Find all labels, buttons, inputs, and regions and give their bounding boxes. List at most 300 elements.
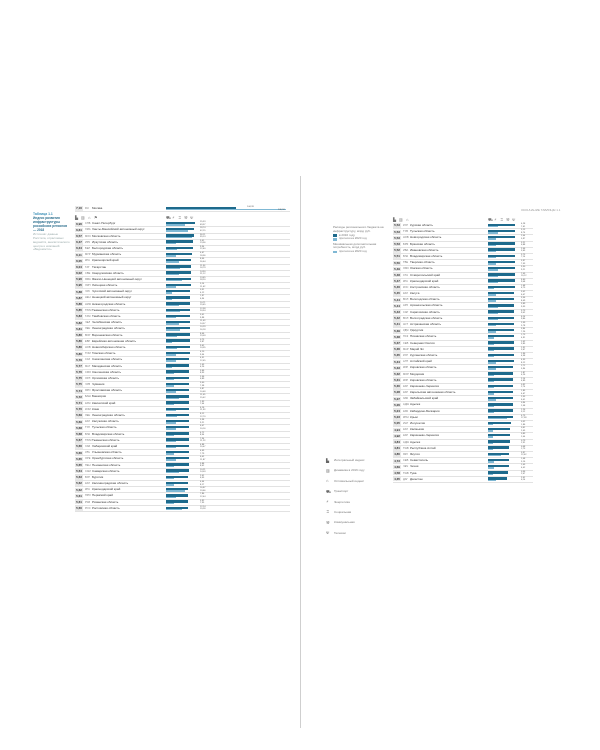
bar-group	[166, 482, 198, 486]
region-code: НОВ	[403, 236, 409, 240]
bar-group	[488, 255, 520, 259]
bar-2020	[488, 399, 496, 400]
value-2016: 4,72	[200, 431, 205, 434]
value-2020: 12,62	[521, 454, 527, 457]
region-name: Московская область	[92, 233, 121, 238]
bar-group	[166, 253, 198, 257]
index-value: 5,45	[394, 291, 400, 296]
region-name: Ставропольский край	[410, 272, 440, 277]
bar-2020	[166, 224, 185, 225]
bar-group	[488, 236, 520, 240]
value-2020: 2,44	[521, 435, 526, 438]
region-name: Ленинградская область	[92, 413, 125, 417]
bar-2020	[488, 412, 494, 413]
index-value: 5,49	[394, 266, 400, 271]
index-value: 5,66	[76, 444, 82, 449]
region-name: Башкирия	[92, 394, 107, 399]
value-2016: 5,14	[200, 283, 205, 286]
region-code: ИВА	[403, 248, 409, 252]
value-2016: 0,83	[521, 433, 526, 436]
value-2020: 3,85	[521, 343, 526, 346]
region-name: Ивановская область	[410, 247, 439, 252]
bar-group	[488, 391, 520, 395]
value-2020: 9,86	[521, 318, 526, 321]
telecom-icon: Ψ	[326, 530, 330, 536]
region-code: ВЛА	[85, 432, 91, 436]
index-value: 5,52	[394, 248, 400, 253]
value-2020: 16,18	[200, 328, 206, 331]
house-icon: ⌂	[88, 214, 91, 220]
index-value: 5,61	[76, 500, 82, 505]
bar-group	[166, 309, 198, 313]
bar-2020	[166, 459, 176, 460]
region-name: Вологодская область	[410, 297, 440, 302]
legend-label: Социальная	[334, 509, 352, 514]
bar-2020	[488, 307, 498, 308]
region-name: Дагестан	[410, 476, 423, 481]
region-name: Чукотский автономный округ	[92, 289, 132, 294]
bar-group	[488, 267, 520, 271]
index-value: 5,43	[394, 310, 400, 315]
value-2016: 0,79	[521, 439, 526, 442]
value-2016: 7,34	[200, 437, 205, 440]
bar-2020	[166, 354, 176, 355]
value-2020: 6,47	[521, 293, 526, 296]
index-value: 5,44	[394, 303, 400, 308]
bar-2020	[166, 360, 176, 361]
value-2016: 3,02	[521, 291, 526, 294]
bar-group	[166, 426, 198, 430]
index-value: 5,76	[76, 370, 82, 375]
bar-group	[166, 451, 198, 455]
region-code: СЕВ	[403, 459, 409, 463]
bar-2020	[166, 261, 179, 262]
index-value: 5,53	[394, 229, 400, 234]
bar-2020	[488, 381, 494, 382]
index-value: 4,80	[394, 452, 400, 457]
region-code: БАШ	[85, 395, 91, 399]
value-2016: 3,97	[521, 451, 526, 454]
value-2016: 0,75	[200, 338, 205, 341]
value-2020: 246,58	[278, 208, 285, 211]
value-2020: 10,47	[200, 446, 206, 449]
bar-group	[166, 234, 198, 238]
region-code: КРА	[85, 488, 90, 492]
region-name: Ингушетия	[410, 421, 426, 425]
region-code: ТУЛ	[85, 426, 90, 430]
index-value: 4,73	[394, 458, 400, 463]
region-name: Ханты-Мансийский автономный округ	[92, 227, 145, 232]
value-2020: 4,26	[521, 374, 526, 376]
bar-group	[488, 360, 520, 364]
region-name: Оренбургская область	[92, 456, 124, 461]
bar-2020	[166, 230, 188, 231]
region-name: Ленинградская область	[92, 326, 125, 331]
value-2020: 4,02	[521, 466, 526, 469]
value-2020: 13,03	[200, 335, 206, 338]
bar-2020	[488, 436, 493, 437]
value-2016: 1,73	[521, 334, 526, 337]
value-2020: 12,45	[200, 359, 206, 362]
value-2020: 17,38	[521, 417, 527, 420]
region-name: Омская область	[410, 266, 433, 271]
region-code: БЕЛ	[85, 246, 91, 250]
index-value: 5,80	[76, 332, 82, 337]
region-code: МУР	[85, 253, 91, 257]
bar-group	[488, 453, 520, 457]
bar-group	[166, 507, 198, 511]
region-name: Бурятия	[92, 474, 104, 479]
region-name: Якутия	[410, 451, 420, 456]
region-code: ВОЛ	[403, 316, 409, 320]
bar-group	[166, 370, 198, 374]
bar-2020	[488, 251, 496, 252]
bar-group	[166, 408, 198, 412]
region-name: Кировская область	[410, 365, 437, 370]
region-code: КАЛ	[403, 428, 409, 432]
value-2020: 12,70	[200, 415, 206, 418]
bar-group	[488, 440, 520, 444]
value-2020: 1,73	[521, 448, 526, 451]
value-2020: 14,35	[200, 347, 206, 350]
value-2016: 5,38	[200, 419, 205, 422]
bar-2020	[488, 263, 496, 264]
index-value: 5,51	[394, 254, 400, 259]
region-name: Брянская область	[410, 241, 435, 246]
region-name: Астраханская область	[410, 322, 442, 326]
region-name: Карельская автономная область	[410, 390, 456, 395]
bar-2020	[488, 331, 496, 332]
value-2016: 0,56	[521, 470, 526, 473]
index-value: 5,66	[76, 450, 82, 455]
bar-group	[488, 317, 520, 321]
value-2020: 5,78	[521, 324, 526, 327]
bar-group	[166, 414, 198, 418]
value-2016: 4,35	[521, 359, 526, 362]
value-2020: 3,67	[521, 349, 526, 352]
region-name: Свердловская область	[92, 270, 124, 275]
value-2016: 1,97	[200, 295, 205, 298]
region-name: Орловская область	[92, 375, 120, 380]
value-2016: 3,75	[521, 253, 526, 256]
value-2016: 3,66	[200, 369, 205, 372]
region-code: ТВЕ	[403, 261, 409, 265]
bar-2020	[488, 337, 494, 338]
bar-2020	[166, 299, 172, 300]
region-code: ЛЕН	[85, 414, 91, 417]
value-2016: 6,47	[200, 425, 205, 428]
region-code: ТОМ	[85, 352, 91, 356]
index-value: 5,05	[394, 421, 400, 426]
legend-label: Телеком	[334, 530, 346, 535]
index-value: 5,85	[76, 308, 82, 313]
bar-2020	[488, 375, 494, 376]
value-2016: 144,39	[247, 206, 254, 208]
bar-2020	[488, 300, 496, 301]
region-name: Смоленская область	[92, 369, 122, 374]
value-2020: 15,45	[200, 304, 206, 307]
legend-label: в 2016 году	[339, 232, 355, 237]
transport-icon: ⛟	[326, 488, 332, 494]
region-code: АДЫ	[403, 440, 409, 444]
index-value: 5,88	[76, 289, 82, 294]
value-2016: 8,46	[200, 332, 205, 335]
bar-group	[166, 240, 198, 244]
index-value: 5,82	[76, 320, 82, 325]
right-table	[393, 214, 533, 483]
bar-2020	[166, 329, 180, 330]
bar-2020	[166, 280, 182, 281]
region-code: МАГ	[85, 364, 91, 368]
value-2016: 3,88	[200, 462, 205, 465]
index-value: 5,26	[394, 402, 400, 407]
region-code: СЕВ	[403, 341, 409, 345]
region-name: Курская область	[410, 223, 433, 227]
value-2020: 8,54	[200, 434, 205, 437]
region-name: Курганская область	[410, 352, 438, 357]
bar-group	[488, 465, 520, 469]
bar-2020	[488, 480, 496, 481]
index-value: 6,34	[76, 246, 82, 251]
region-name: Адыгея	[410, 402, 421, 407]
region-code: ОРЕ	[85, 457, 91, 461]
region-name: Новгородская область	[410, 235, 442, 240]
value-2016: 4,44	[200, 481, 205, 484]
region-code: КАР	[403, 391, 408, 395]
region-name: Нижегородская область	[92, 301, 126, 306]
index-value: 5,44	[394, 297, 400, 302]
value-2016: 1,31	[521, 346, 526, 349]
region-name: Калужская область	[92, 419, 119, 424]
bar-group	[488, 261, 520, 265]
value-2020: 8,12	[521, 361, 526, 364]
value-2020: 9,98	[200, 316, 205, 319]
value-2020: 11,33	[200, 409, 206, 412]
bar-2020	[166, 336, 177, 337]
value-2020: 7,79	[200, 452, 205, 455]
value-2016: 4,16	[200, 406, 205, 409]
value-2016: 10,71	[200, 301, 206, 304]
region-name: Хабаровский край	[92, 443, 118, 448]
table-row	[393, 477, 533, 483]
value-2016: 25,33	[200, 221, 206, 224]
value-2016: 3,56	[521, 297, 526, 300]
index-value: 5,72	[76, 394, 82, 399]
region-code: БРЯ	[403, 242, 409, 246]
value-2020: 7,26	[521, 330, 526, 333]
index-value: 4,35	[394, 477, 400, 482]
value-2016: 1,26	[521, 408, 526, 411]
region-name: Тюменская область	[92, 437, 120, 442]
index-value: 5,53	[394, 241, 400, 246]
region-code: КАМ	[85, 401, 91, 405]
legend-top	[333, 226, 391, 254]
value-2020: 11,62	[200, 285, 206, 288]
index-value: 5,79	[76, 357, 82, 362]
value-2020: 7,04	[200, 403, 205, 406]
region-name: Тверская область	[410, 260, 435, 265]
bar-2020	[488, 238, 496, 239]
region-code: ВЛА	[403, 254, 409, 258]
region-code: КРА	[85, 259, 90, 263]
value-2016: 0,52	[521, 421, 526, 423]
value-2020: 28,20	[200, 279, 206, 282]
value-2020: 2,05	[521, 429, 526, 432]
bar-2020	[166, 497, 176, 498]
bar-group	[166, 438, 198, 442]
bar-group	[166, 296, 198, 300]
region-name: Республика Алтай	[410, 445, 436, 450]
region-name: Томская область	[92, 351, 116, 356]
region-code: МОР	[403, 372, 409, 376]
region-code: ТАМ	[85, 315, 91, 318]
bar-group	[166, 207, 251, 211]
index-value: 5,38	[394, 334, 400, 339]
bar-2020	[488, 461, 494, 462]
region-code: ЧЕЛ	[85, 321, 91, 325]
index-value: 5,80	[76, 345, 82, 350]
bar-group	[488, 471, 520, 475]
region-code: СВЕ	[85, 271, 91, 275]
value-2020: 8,74	[521, 231, 526, 234]
bar-group	[166, 500, 198, 504]
index-value: 5,23	[394, 415, 400, 420]
caption-title: Таблица 1.1	[33, 212, 53, 216]
region-name: Камчатский край	[92, 400, 116, 405]
legend-label: Коммунальная	[334, 520, 355, 525]
value-2020: 9,21	[200, 421, 205, 424]
value-2016: 4,51	[200, 357, 205, 360]
value-2020: 10,16	[200, 427, 206, 430]
region-code: ЗАБ	[403, 397, 408, 401]
value-2016: 3,89	[521, 303, 526, 306]
bar-group	[488, 248, 520, 252]
bar-group	[166, 463, 198, 467]
value-2016: 3,41	[200, 314, 205, 316]
region-code: ЯРО	[85, 389, 91, 393]
value-2016: 14,50	[200, 270, 206, 273]
bar-2020	[488, 288, 494, 289]
region-code: САР	[403, 310, 409, 314]
bar-group	[488, 477, 520, 481]
index-value: 5,42	[394, 316, 400, 321]
region-name: Владимирская область	[92, 431, 125, 436]
region-code: САМ	[85, 469, 91, 473]
bar-2020	[166, 416, 177, 417]
energy-icon: ⚡	[494, 216, 497, 222]
value-2020: 4,26	[200, 366, 205, 368]
value-2020: 4,58	[521, 355, 526, 358]
bar-group	[488, 366, 520, 370]
region-code: ТУВ	[403, 230, 408, 234]
region-name: Рязанская область	[92, 499, 119, 504]
value-2020: 9,02	[521, 312, 526, 315]
index-value: 5,74	[76, 388, 82, 393]
value-2016: 5,01	[200, 239, 205, 242]
region-code: МАР	[403, 347, 409, 351]
region-code: СТА	[403, 273, 409, 277]
bar-group	[488, 354, 520, 358]
bar-group	[488, 273, 520, 277]
index-value: 5,30	[394, 384, 400, 389]
telecom-icon: Ψ	[190, 214, 194, 220]
bar-group	[488, 347, 520, 351]
value-2020: 4,89	[521, 380, 526, 383]
region-code: КИР	[403, 378, 409, 382]
region-code: ЯМА	[85, 277, 91, 281]
value-2020: 42,15	[200, 229, 206, 232]
value-2020: 26,64	[200, 260, 206, 263]
value-2016: 7,45	[521, 272, 526, 275]
region-name: Волгоградская область	[410, 315, 443, 320]
value-2016: 10,29	[200, 326, 206, 329]
value-2016: 4,67	[200, 252, 205, 255]
chart-icon: ▥	[81, 214, 85, 220]
value-2016: 12,14	[200, 505, 206, 508]
region-name: Забайкальский край	[410, 396, 439, 401]
index-value: 7,16	[76, 206, 82, 211]
index-value: 5,71	[76, 401, 82, 406]
bar-group	[488, 323, 520, 327]
index-value: 5,80	[76, 339, 82, 344]
bar-group	[488, 446, 520, 450]
bar-2020	[488, 356, 494, 357]
legend-label: Интегральный индекс	[334, 458, 365, 462]
value-2016: 4,75	[521, 414, 526, 417]
value-2016: 2,33	[521, 396, 526, 399]
region-code: ВОР	[85, 333, 91, 337]
region-code: ЧУК	[85, 290, 90, 294]
house-icon: ⌂	[406, 216, 409, 222]
region-name: Воронежская область	[92, 332, 123, 337]
value-2016: 2,72	[521, 365, 526, 368]
index-value: 5,53	[394, 223, 400, 228]
index-value: 5,28	[394, 390, 400, 395]
region-name: Тува	[410, 470, 417, 475]
bar-group	[166, 377, 198, 381]
region-name: Чечня	[410, 464, 419, 469]
value-2016: 0,51	[200, 289, 205, 292]
index-value: 5,41	[394, 322, 400, 327]
bar-2020	[166, 274, 179, 275]
bar-group	[488, 422, 520, 426]
index-value: 4,81	[394, 446, 400, 451]
value-2020: 49,37	[200, 223, 206, 226]
value-2016: 1,96	[521, 352, 526, 355]
value-2016: 3,92	[200, 499, 205, 502]
region-name: Костромская область	[410, 284, 440, 289]
index-value: 4,92	[394, 433, 400, 438]
bar-2020	[488, 325, 496, 326]
region-name: Удмуртия	[410, 328, 424, 333]
value-2020: 2,58	[521, 404, 526, 407]
value-2016: 3,40	[200, 382, 205, 385]
region-code: КРА	[403, 279, 408, 283]
running-head: ОКОНЧАНИЕ ТАБЛИЦЫ 1.1	[521, 208, 561, 212]
value-2020: 7,58	[200, 384, 205, 387]
bar-group	[488, 372, 520, 376]
region-name: Архангельская область	[410, 303, 443, 308]
index-value: 4,94	[394, 427, 400, 432]
index-value: 5,62	[76, 487, 82, 492]
index-value: 5,48	[394, 272, 400, 277]
index-value: 5,95	[76, 283, 82, 288]
value-2020: 5,94	[521, 367, 526, 370]
value-2020: 7,53	[521, 262, 526, 265]
region-code: КАЛ	[85, 420, 91, 424]
value-2016: 7,86	[200, 493, 205, 496]
left-table	[75, 206, 290, 512]
